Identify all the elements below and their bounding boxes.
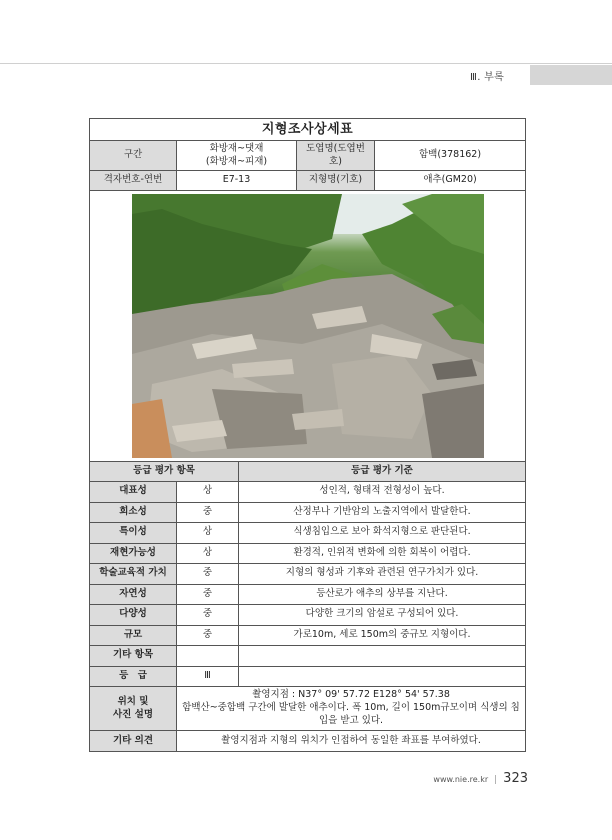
other-value: 촬영지점과 지형의 위치가 인접하여 동일한 좌표를 부여하였다.: [177, 731, 526, 752]
landform-label: 지형명(기호): [297, 171, 375, 191]
eval-item-header: 등급 평가 항목: [90, 462, 239, 482]
other-label: 기타 의견: [90, 731, 177, 752]
page-footer: [433, 771, 528, 786]
table-row: [90, 625, 526, 646]
eval-item-name: 대표성: [90, 482, 177, 503]
location-text: 함백산~중함백 구간에 발달한 애추이다. 폭 10m, 길이 150m규모이며 식생의 침입을 받고 있다.: [182, 702, 520, 726]
eval-item-grade: 중: [177, 502, 239, 523]
eval-item-desc: 환경적, 인위적 변화에 의한 회복이 어렵다.: [239, 543, 526, 564]
eval-item-grade: [177, 646, 239, 667]
eval-item-grade: 중: [177, 625, 239, 646]
eval-item-name: 희소성: [90, 502, 177, 523]
landform-value: 애추(GM20): [375, 171, 526, 191]
table-row: [90, 646, 526, 667]
eval-item-desc: 산정부나 기반암의 노출지역에서 발달한다.: [239, 502, 526, 523]
section-value-line-1: 화방재~댓재: [209, 142, 264, 154]
grid-value: E7-13: [177, 171, 297, 191]
eval-item-desc: [239, 646, 526, 667]
location-label-line-2: 사진 설명: [112, 708, 153, 720]
table-row: [90, 666, 526, 687]
eval-item-name: 재현가능성: [90, 543, 177, 564]
chapter-bar: [530, 65, 612, 85]
photo-cell: [90, 191, 526, 462]
eval-item-name: 다양성: [90, 605, 177, 626]
eval-item-desc: [239, 666, 526, 687]
map-value: 함백(378162): [375, 141, 526, 171]
eval-criteria-header: 등급 평가 기준: [239, 462, 526, 482]
talus-slope-photo: [132, 194, 484, 458]
eval-item-desc: 등산로가 애추의 상부를 지난다.: [239, 584, 526, 605]
location-description: [177, 687, 526, 731]
eval-item-grade: 상: [177, 482, 239, 503]
eval-item-grade: 상: [177, 523, 239, 544]
grid-label: 격자번호-연번: [90, 171, 177, 191]
eval-item-desc: 다양한 크기의 암설로 구성되어 있다.: [239, 605, 526, 626]
eval-item-name: 규모: [90, 625, 177, 646]
survey-table: [89, 118, 526, 752]
table-row: [90, 605, 526, 626]
eval-item-grade: 상: [177, 543, 239, 564]
map-label: 도엽명(도엽번호): [297, 141, 375, 171]
table-row: [90, 523, 526, 544]
top-rule: [0, 63, 612, 64]
table-title: 지형조사상세표: [90, 119, 526, 141]
eval-item-desc: 가로10m, 세로 150m의 중규모 지형이다.: [239, 625, 526, 646]
page-number: 323: [503, 771, 528, 786]
section-value: [177, 141, 297, 171]
photo-drawing: [132, 194, 484, 458]
eval-item-desc: 식생침입으로 보아 화석지형으로 판단된다.: [239, 523, 526, 544]
eval-item-name: 자연성: [90, 584, 177, 605]
chapter-label: Ⅲ. 부록: [470, 71, 505, 83]
table-row: [90, 482, 526, 503]
chapter-header: [470, 65, 504, 85]
eval-item-grade: 중: [177, 564, 239, 585]
table-row: [90, 543, 526, 564]
eval-item-name: 기타 항목: [90, 646, 177, 667]
table-row: [90, 584, 526, 605]
table-row: [90, 564, 526, 585]
eval-item-grade: 중: [177, 584, 239, 605]
eval-item-name: 등 급: [90, 666, 177, 687]
footer-separator: |: [494, 775, 498, 785]
eval-item-desc: 지형의 형성과 기후와 관련된 연구가치가 있다.: [239, 564, 526, 585]
eval-item-grade: Ⅲ: [177, 666, 239, 687]
table-row: [90, 502, 526, 523]
location-label: [90, 687, 177, 731]
eval-item-name: 학술교육적 가치: [90, 564, 177, 585]
eval-item-desc: 성인적, 형태적 전형성이 높다.: [239, 482, 526, 503]
location-coordinates: 촬영지점 : N37° 09' 57.72 E128° 54' 57.38: [252, 689, 450, 701]
eval-item-grade: 중: [177, 605, 239, 626]
eval-item-name: 특이성: [90, 523, 177, 544]
section-value-line-2: (화방재~피재): [205, 155, 268, 167]
section-label: 구간: [90, 141, 177, 171]
location-label-line-1: 위치 및: [117, 695, 149, 707]
footer-url: www.nie.re.kr: [433, 775, 489, 784]
